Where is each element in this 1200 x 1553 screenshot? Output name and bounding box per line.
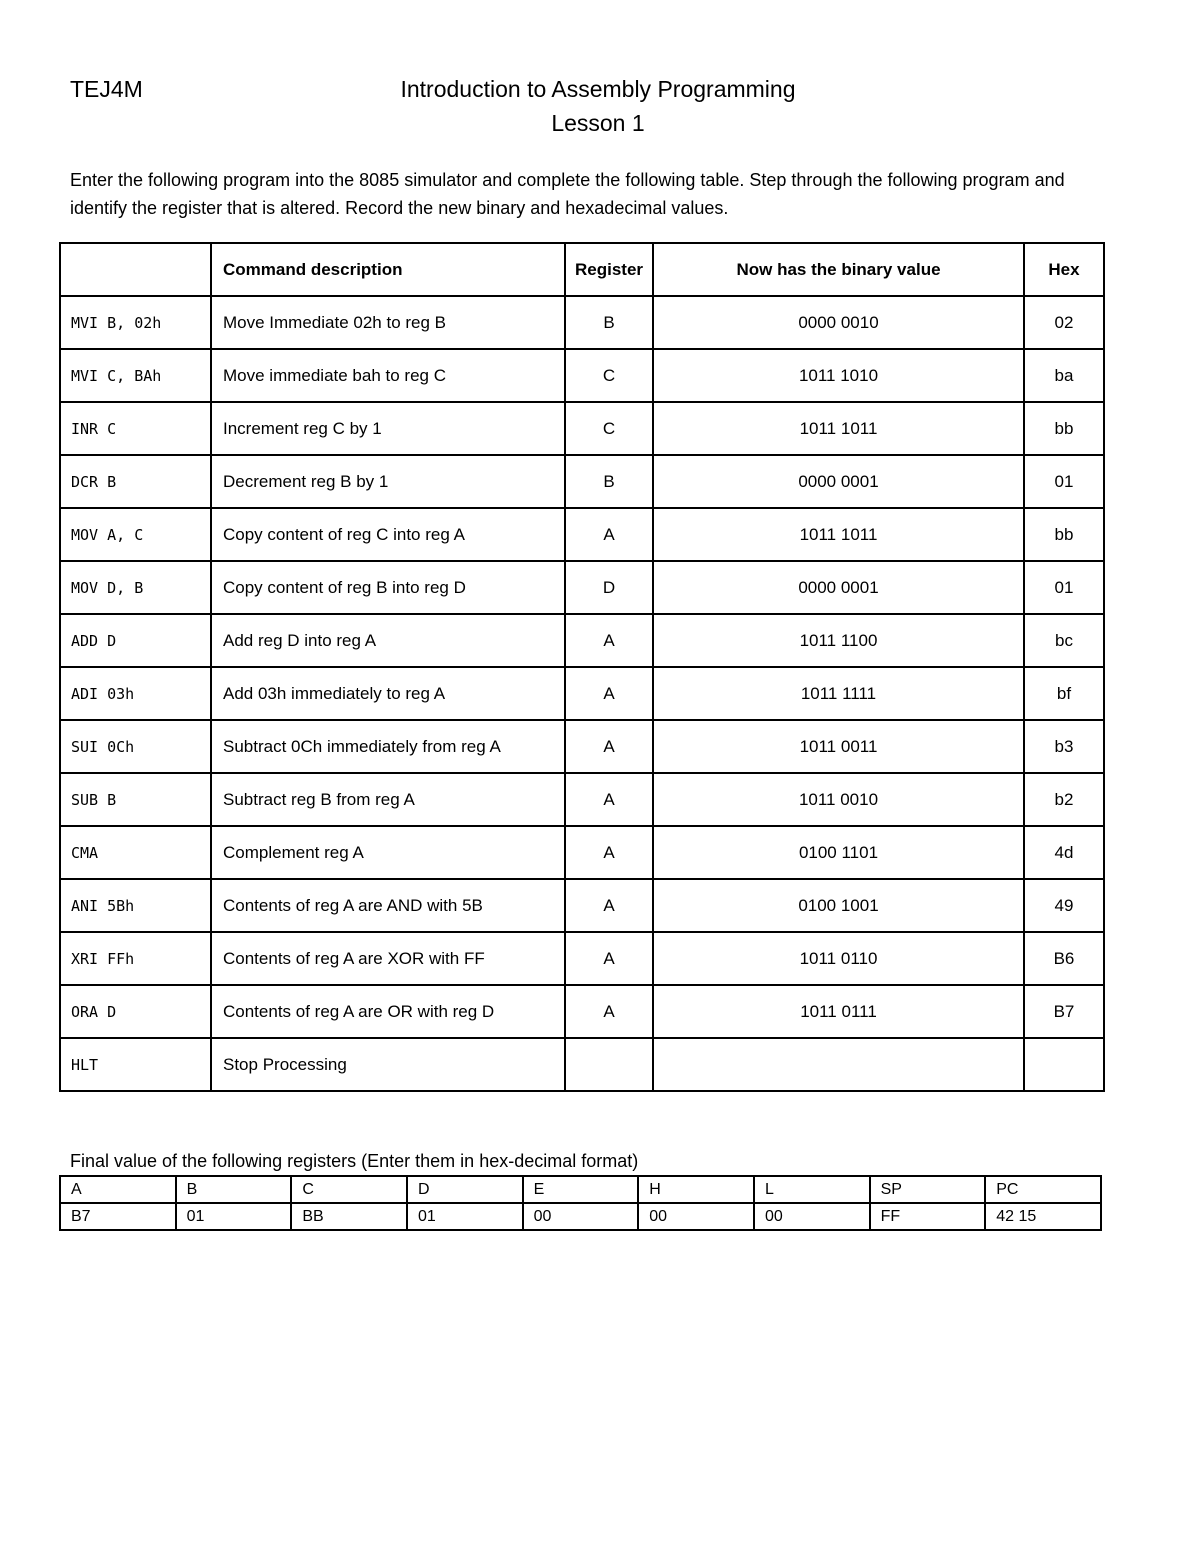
program-table-header xyxy=(60,243,1104,296)
register-cell: C xyxy=(565,402,653,455)
binary-value-cell: 1011 1111 xyxy=(653,667,1024,720)
lesson-label: Lesson 1 xyxy=(551,110,645,136)
hex-value-cell: B7 xyxy=(1024,985,1104,1038)
table-row xyxy=(60,614,1104,667)
header-opcode xyxy=(60,243,211,296)
table-row xyxy=(60,932,1104,985)
binary-value-cell: 1011 1011 xyxy=(653,402,1024,455)
hex-value-cell: ba xyxy=(1024,349,1104,402)
opcode-cell: MVI B, 02h xyxy=(60,296,211,349)
hex-value-cell: bf xyxy=(1024,667,1104,720)
program-table xyxy=(59,242,1105,1092)
register-value-cell: 00 xyxy=(754,1203,870,1230)
register-cell: A xyxy=(565,879,653,932)
opcode-cell: ADI 03h xyxy=(60,667,211,720)
final-registers-values-row xyxy=(60,1203,1101,1230)
register-value-cell: FF xyxy=(870,1203,986,1230)
register-value-cell: 00 xyxy=(638,1203,754,1230)
description-cell: Copy content of reg B into reg D xyxy=(211,561,565,614)
binary-value-cell: 0000 0001 xyxy=(653,455,1024,508)
table-row xyxy=(60,455,1104,508)
register-name-cell: L xyxy=(754,1176,870,1203)
opcode-cell: MOV D, B xyxy=(60,561,211,614)
opcode-cell: MVI C, BAh xyxy=(60,349,211,402)
hex-value-cell: 01 xyxy=(1024,455,1104,508)
description-cell: Add reg D into reg A xyxy=(211,614,565,667)
header-command-description: Command description xyxy=(211,243,565,296)
register-name-cell: D xyxy=(407,1176,523,1203)
binary-value-cell: 0100 1001 xyxy=(653,879,1024,932)
register-name-cell: E xyxy=(523,1176,639,1203)
register-name-cell: H xyxy=(638,1176,754,1203)
table-row xyxy=(60,508,1104,561)
opcode-cell: ADD D xyxy=(60,614,211,667)
register-cell: A xyxy=(565,773,653,826)
opcode-cell: ANI 5Bh xyxy=(60,879,211,932)
opcode-cell: HLT xyxy=(60,1038,211,1091)
register-cell: A xyxy=(565,932,653,985)
register-cell xyxy=(565,1038,653,1091)
register-value-cell: 42 15 xyxy=(985,1203,1101,1230)
hex-value-cell: 49 xyxy=(1024,879,1104,932)
opcode-cell: INR C xyxy=(60,402,211,455)
register-cell: B xyxy=(565,296,653,349)
binary-value-cell: 1011 1010 xyxy=(653,349,1024,402)
document-title: Introduction to Assembly Programming xyxy=(400,76,796,102)
table-row xyxy=(60,985,1104,1038)
description-cell: Increment reg C by 1 xyxy=(211,402,565,455)
instructions-text: Enter the following program into the 8085 simulator and complete the following table. Step through the following program and identify the register that is altered. Record the new binary and hexadecimal values. xyxy=(70,170,1065,218)
description-cell: Contents of reg A are OR with reg D xyxy=(211,985,565,1038)
hex-value-cell: bb xyxy=(1024,402,1104,455)
register-name-cell: B xyxy=(176,1176,292,1203)
register-name-cell: A xyxy=(60,1176,176,1203)
description-cell: Stop Processing xyxy=(211,1038,565,1091)
description-cell: Subtract reg B from reg A xyxy=(211,773,565,826)
opcode-cell: XRI FFh xyxy=(60,932,211,985)
table-row xyxy=(60,720,1104,773)
register-cell: C xyxy=(565,349,653,402)
description-cell: Move Immediate 02h to reg B xyxy=(211,296,565,349)
binary-value-cell: 1011 0110 xyxy=(653,932,1024,985)
binary-value-cell: 1011 0010 xyxy=(653,773,1024,826)
table-row xyxy=(60,402,1104,455)
hex-value-cell: b3 xyxy=(1024,720,1104,773)
opcode-cell: DCR B xyxy=(60,455,211,508)
opcode-cell: CMA xyxy=(60,826,211,879)
opcode-cell: ORA D xyxy=(60,985,211,1038)
hex-value-cell: 02 xyxy=(1024,296,1104,349)
binary-value-cell: 1011 1011 xyxy=(653,508,1024,561)
register-value-cell: 00 xyxy=(523,1203,639,1230)
binary-value-cell: 0000 0001 xyxy=(653,561,1024,614)
hex-value-cell: 01 xyxy=(1024,561,1104,614)
table-row xyxy=(60,773,1104,826)
table-row xyxy=(60,1038,1104,1091)
description-cell: Add 03h immediately to reg A xyxy=(211,667,565,720)
hex-value-cell: b2 xyxy=(1024,773,1104,826)
hex-value-cell: B6 xyxy=(1024,932,1104,985)
register-cell: A xyxy=(565,667,653,720)
description-cell: Decrement reg B by 1 xyxy=(211,455,565,508)
description-cell: Move immediate bah to reg C xyxy=(211,349,565,402)
binary-value-cell: 1011 0111 xyxy=(653,985,1024,1038)
table-row xyxy=(60,879,1104,932)
binary-value-cell: 0100 1101 xyxy=(653,826,1024,879)
register-name-cell: C xyxy=(291,1176,407,1203)
register-cell: A xyxy=(565,985,653,1038)
register-cell: B xyxy=(565,455,653,508)
header-hex: Hex xyxy=(1024,243,1104,296)
table-row xyxy=(60,349,1104,402)
description-cell: Contents of reg A are AND with 5B xyxy=(211,879,565,932)
table-row xyxy=(60,561,1104,614)
register-value-cell: 01 xyxy=(176,1203,292,1230)
binary-value-cell: 1011 0011 xyxy=(653,720,1024,773)
binary-value-cell: 1011 1100 xyxy=(653,614,1024,667)
register-name-cell: PC xyxy=(985,1176,1101,1203)
hex-value-cell: bc xyxy=(1024,614,1104,667)
description-cell: Copy content of reg C into reg A xyxy=(211,508,565,561)
final-registers-names-row xyxy=(60,1176,1101,1203)
binary-value-cell: 0000 0010 xyxy=(653,296,1024,349)
header-register: Register xyxy=(565,243,653,296)
register-value-cell: 01 xyxy=(407,1203,523,1230)
table-row xyxy=(60,826,1104,879)
opcode-cell: SUI 0Ch xyxy=(60,720,211,773)
binary-value-cell xyxy=(653,1038,1024,1091)
register-cell: A xyxy=(565,508,653,561)
hex-value-cell: 4d xyxy=(1024,826,1104,879)
register-cell: A xyxy=(565,614,653,667)
opcode-cell: SUB B xyxy=(60,773,211,826)
hex-value-cell xyxy=(1024,1038,1104,1091)
opcode-cell: MOV A, C xyxy=(60,508,211,561)
register-cell: A xyxy=(565,826,653,879)
description-cell: Complement reg A xyxy=(211,826,565,879)
header-binary-value: Now has the binary value xyxy=(653,243,1024,296)
description-cell: Contents of reg A are XOR with FF xyxy=(211,932,565,985)
register-name-cell: SP xyxy=(870,1176,986,1203)
final-registers-label: Final value of the following registers (Enter them in hex-decimal format) xyxy=(70,1151,639,1171)
table-row xyxy=(60,667,1104,720)
register-cell: D xyxy=(565,561,653,614)
hex-value-cell: bb xyxy=(1024,508,1104,561)
register-value-cell: BB xyxy=(291,1203,407,1230)
register-cell: A xyxy=(565,720,653,773)
description-cell: Subtract 0Ch immediately from reg A xyxy=(211,720,565,773)
register-value-cell: B7 xyxy=(60,1203,176,1230)
final-registers-table xyxy=(59,1175,1102,1231)
table-row xyxy=(60,296,1104,349)
course-code: TEJ4M xyxy=(70,76,143,102)
